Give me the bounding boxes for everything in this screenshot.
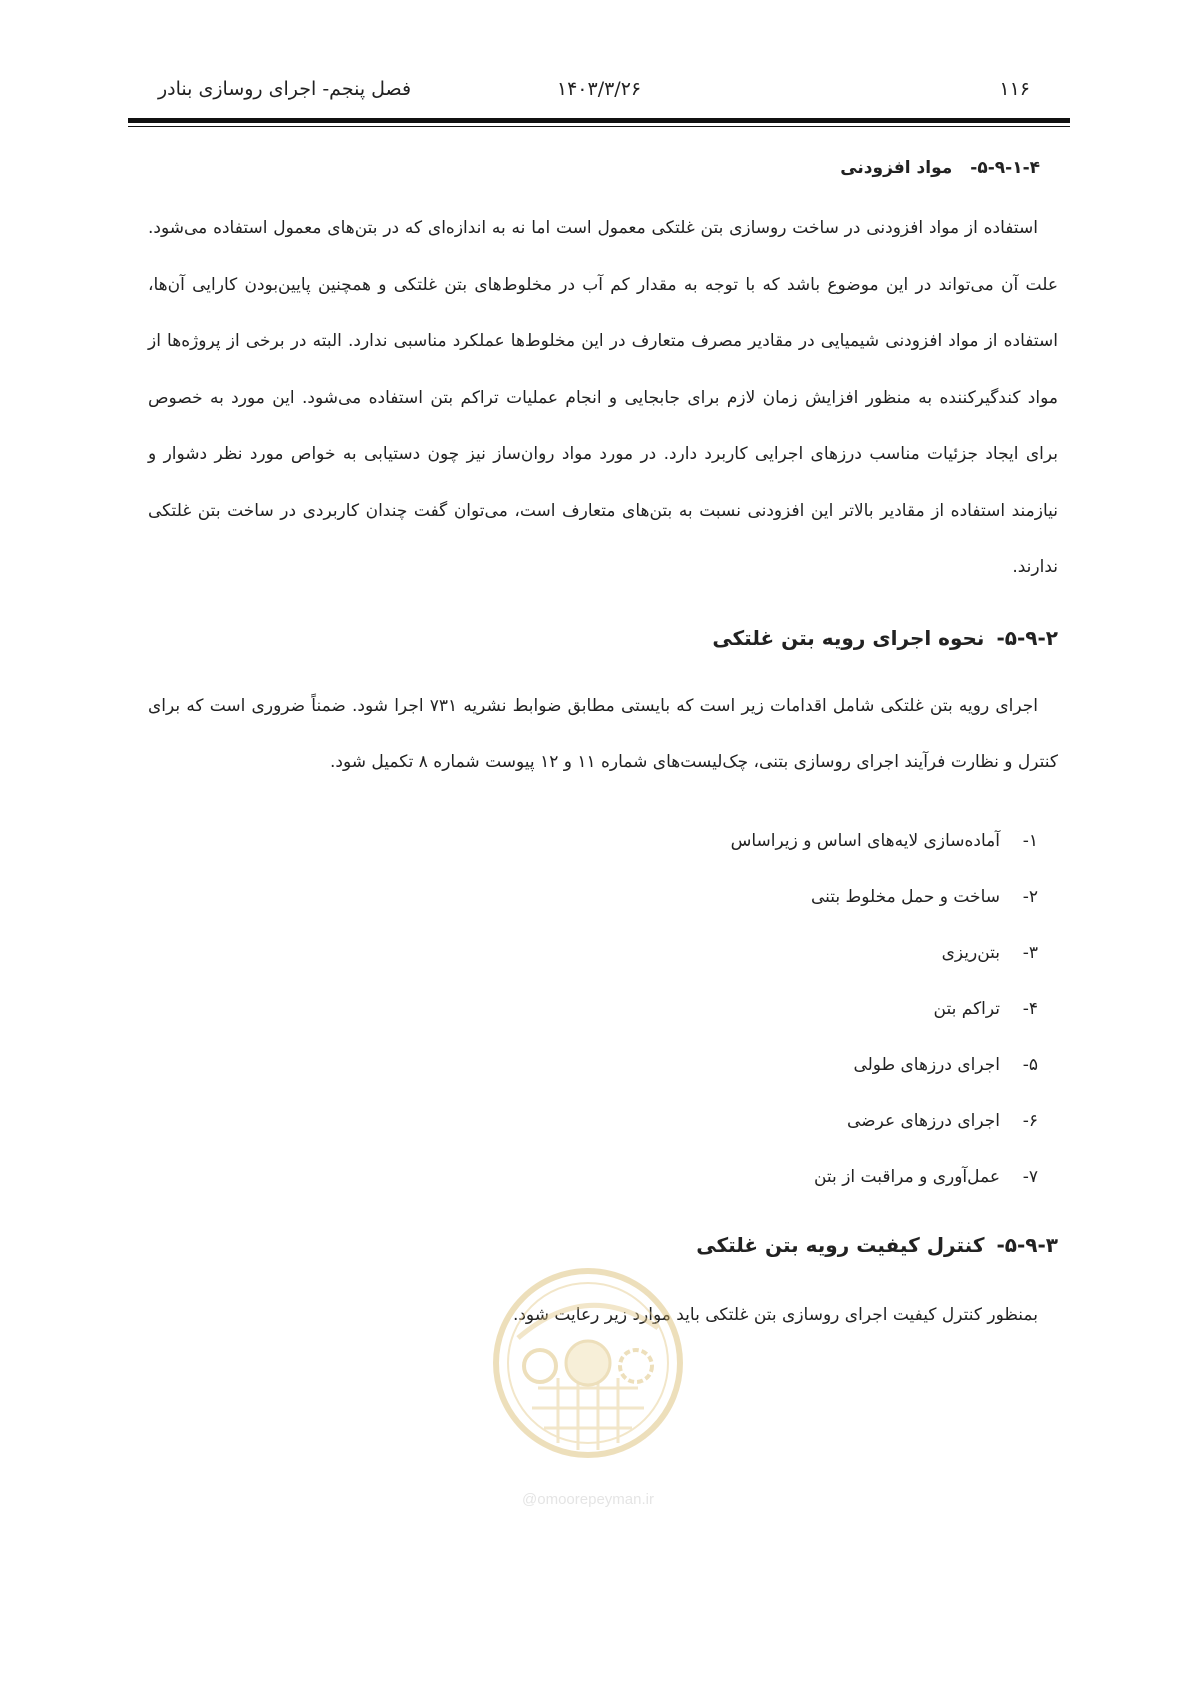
list-item-number: ۴-: [1022, 998, 1038, 1019]
heading-additives-title: مواد افزودنی: [840, 158, 953, 178]
page-header: [128, 78, 1070, 108]
list-item: [148, 981, 1038, 1037]
list-item: [148, 925, 1038, 981]
page-content: [148, 150, 1058, 1343]
list-item-number: ۵-: [1022, 1054, 1038, 1075]
list-item: [148, 1093, 1038, 1149]
list-item: [148, 1149, 1038, 1205]
list-item-number: ۶-: [1022, 1110, 1038, 1131]
header-rule-thick: [128, 118, 1070, 123]
heading-execution: [148, 618, 1058, 658]
list-item: [148, 869, 1038, 925]
list-item-text: اجرای درزهای طولی: [853, 1054, 1000, 1075]
header-date: ۱۴۰۳/۳/۲۶: [556, 78, 642, 100]
heading-execution-number: ۵-۹-۲-: [996, 625, 1058, 650]
heading-quality-control-number: ۵-۹-۳-: [996, 1232, 1058, 1257]
list-item-number: ۲-: [1022, 886, 1038, 907]
page-number: ۱۱۶: [999, 78, 1030, 100]
paragraph-additives: استفاده از مواد افزودنی در ساخت روسازی بتن غلتکی معمول است اما نه به اندازه‌ای که در بتن‌های معمول استفاده می‌شود. علت آن می‌تواند در این موضوع باشد که با توجه به مقدار کم آب در مخلوط‌های بتن غلتکی و همچنین پایین‌بودن کارایی آن‌ها، استفاده از مواد افزودنی شیمیایی در مقادیر مصرف متعارف در این مخلوط‌ها عملکرد مناسبی ندارد. البته در برخی از پروژه‌ها از مواد کندگیرکننده به منظور افزایش زمان لازم برای جابجایی و انجام عملیات تراکم بتن استفاده می‌شود. این مورد به خصوص برای ایجاد جزئیات مناسب درزهای اجرایی کاربرد دارد. در مورد مواد روان‌ساز نیز چون دستیابی به خواص مورد نظر دشوار و نیازمند استفاده از مقادیر بالاتر این افزودنی نسبت به بتن‌های متعارف است، می‌توان گفت چندان کاربردی در ساخت بتن غلتکی ندارند.: [148, 218, 1058, 577]
list-item-text: عمل‌آوری و مراقبت از بتن: [813, 1166, 1000, 1187]
heading-quality-control: [148, 1225, 1058, 1265]
list-item-number: ۷-: [1022, 1166, 1038, 1187]
heading-additives: [148, 150, 1040, 190]
heading-execution-title: نحوه اجرای رویه بتن غلتکی: [712, 625, 985, 650]
chapter-title: فصل پنجم- اجرای روسازی بنادر: [158, 78, 412, 100]
watermark-url: @omoorepeyman.ir: [522, 1491, 654, 1508]
list-item-text: آماده‌سازی لایه‌های اساس و زیراساس: [730, 830, 1000, 851]
list-item-text: تراکم بتن: [933, 998, 1000, 1019]
header-rule-thin: [128, 126, 1070, 127]
heading-quality-control-title: کنترل کیفیت رویه بتن غلتکی: [696, 1232, 985, 1257]
list-item-number: ۳-: [1022, 942, 1038, 963]
list-item-text: اجرای درزهای عرضی: [846, 1110, 1000, 1131]
paragraph-quality-control: بمنظور کنترل کیفیت اجرای روسازی بتن غلتکی باید موارد زیر رعایت شود.: [512, 1304, 1038, 1325]
list-item-text: ساخت و حمل مخلوط بتنی: [810, 886, 1000, 907]
list-item: [148, 813, 1038, 869]
list-item-number: ۱-: [1022, 830, 1038, 851]
list-item: [148, 1037, 1038, 1093]
list-item-text: بتن‌ریزی: [941, 942, 1000, 963]
execution-steps-list: [148, 813, 1058, 1205]
paragraph-execution: اجرای رویه بتن غلتکی شامل اقدامات زیر است که بایستی مطابق ضوابط نشریه ۷۳۱ اجرا شود. ضمناً ضروری است که برای کنترل و نظارت فرآیند اجرای روسازی بتنی، چک‌لیست‌های شماره ۱۱ و ۱۲ پیوست شماره ۸ تکمیل شود.: [148, 695, 1058, 772]
heading-additives-number: ۵-۹-۱-۴-: [970, 158, 1040, 178]
